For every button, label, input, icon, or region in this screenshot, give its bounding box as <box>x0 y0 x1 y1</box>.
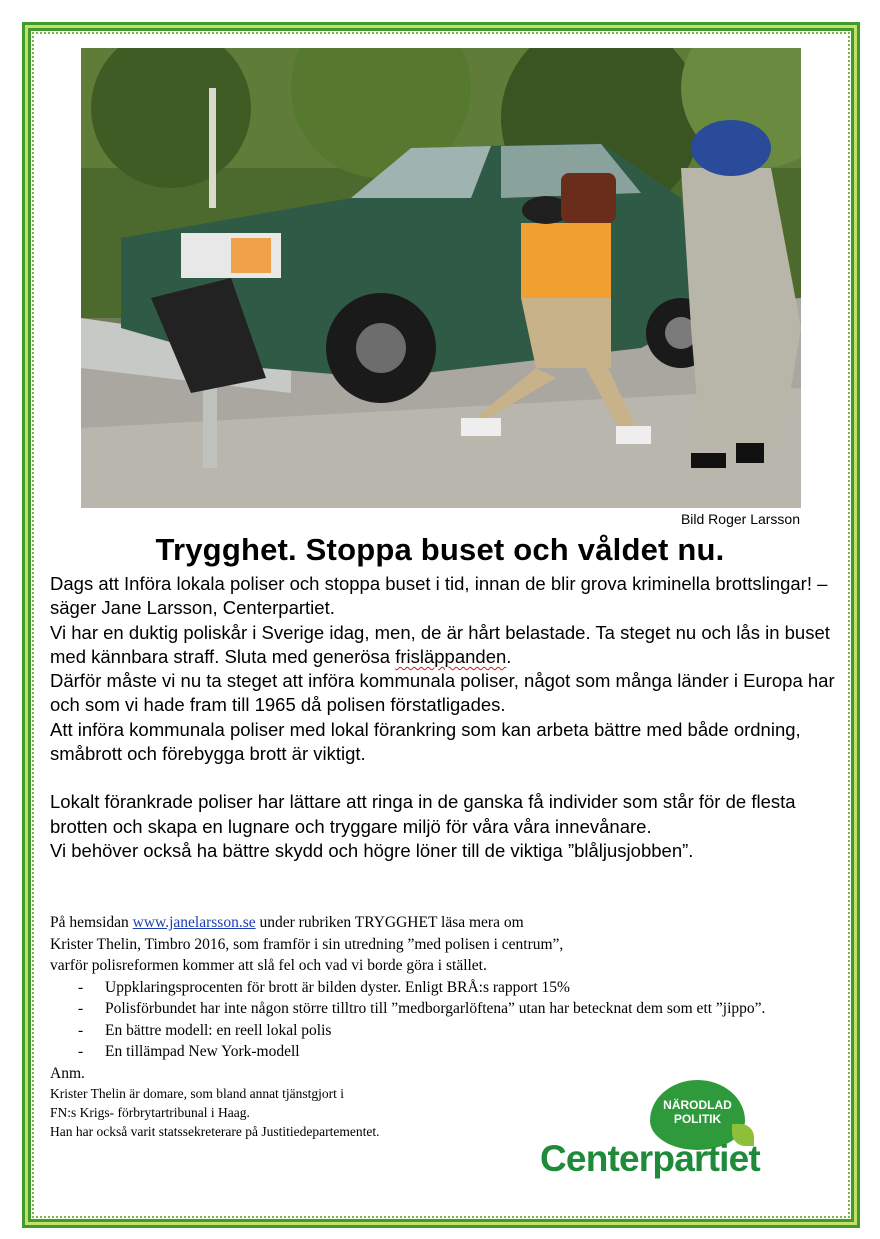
list-item: - Uppklaringsprocenten för brott är bilden dyster. Enligt BRÅ:s rapport 15% <box>50 977 840 999</box>
narodlad-politik-badge: NÄRODLAD POLITIK <box>650 1080 745 1150</box>
info-line-2: Krister Thelin, Timbro 2016, som framför i sin utredning ”med polisen i centrum”, <box>50 935 564 953</box>
photo-credit: Bild Roger Larsson <box>680 511 800 527</box>
website-link[interactable]: www.janelarsson.se <box>132 914 256 931</box>
logo-wordmark: Centerpartiet <box>540 1138 760 1179</box>
anm-label: Anm. <box>50 1064 85 1082</box>
lead-text <box>50 572 840 863</box>
lead-paragraph-2: Vi har en duktig poliskår i Sverige idag, men, de är hårt belastade. Ta steget nu och lås in buset med kännbara straff. Sluta med generösa frisläppanden. <box>50 621 830 667</box>
lead-paragraph-5: Lokalt förankrade poliser har lättare att ringa in de ganska få individer som står för de flesta brotten och skapa en lugnare och tryggare miljö för våra våra innevånare. <box>50 791 796 837</box>
lead-paragraph-3: Därför måste vi nu ta steget att införa kommunala poliser, något som många länder i Europa har och som vi hade fram till 1965 då polisen förstatligades. <box>50 670 835 716</box>
street-scene-photo <box>81 48 801 508</box>
list-item: - Polisförbundet har inte någon större tilltro till ”medborgarlöftena” utan har betecknat dem som ett ”jippo”. <box>50 998 840 1020</box>
note-line-3: Han har också varit statssekreterare på Justitiedepartementet. <box>50 1124 380 1139</box>
note-line-2: FN:s Krigs- förbrytartribunal i Haag. <box>50 1105 250 1120</box>
list-item: - En tillämpad New York-modell <box>50 1041 840 1063</box>
note-line-1: Krister Thelin är domare, som bland annat tjänstgjort i <box>50 1086 345 1101</box>
list-item: - En bättre modell: en reell lokal polis <box>50 1020 840 1042</box>
centerpartiet-logo <box>540 1080 780 1190</box>
info-line-1: På hemsidan www.janelarsson.se under rubriken TRYGGHET läsa mera om <box>50 914 524 931</box>
lead-paragraph-1: Dags att Införa lokala poliser och stoppa buset i tid, innan de blir grova kriminella brottslingar! – säger Jane Larsson, Centerpartiet. <box>50 573 828 619</box>
spell-flag: frisläppanden <box>395 645 507 667</box>
lead-paragraph-6: Vi behöver också ha bättre skydd och högre löner till de viktiga ”blåljusjobben”. <box>50 839 694 861</box>
bullet-list <box>50 977 840 1063</box>
lead-paragraph-4: Att införa kommunala poliser med lokal förankring som kan arbeta bättre med både ordning, småbrott och förebygga brott är viktigt. <box>50 718 801 765</box>
headline: Trygghet. Stoppa buset och våldet nu. <box>155 532 725 567</box>
info-line-3: varför polisreformen kommer att slå fel och vad vi borde göra i stället. <box>50 957 487 974</box>
